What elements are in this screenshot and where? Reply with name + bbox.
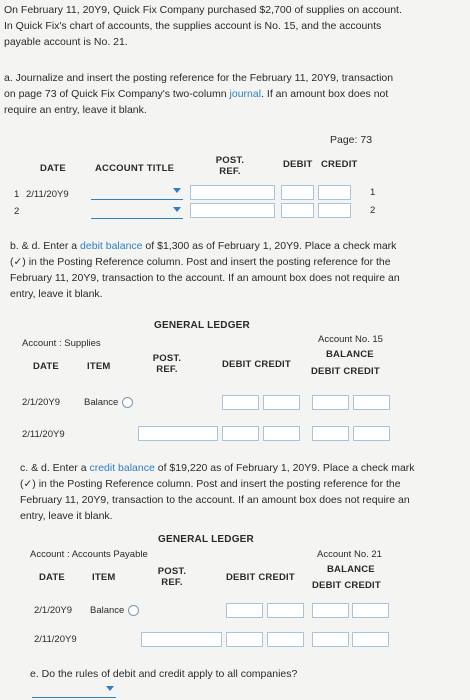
part-bd-line-3: February 11, 20Y9, transaction to the account. If an amount box does not require an — [10, 272, 400, 284]
ledger-2-col-balance: BALANCE — [327, 564, 375, 575]
ledger-2-col-post: POST. — [157, 566, 187, 577]
part-bd-line-1-text: b. & d. Enter a — [10, 240, 81, 252]
journal-row-1-account-select[interactable] — [91, 185, 183, 200]
ledger-1-col-balance: BALANCE — [326, 349, 374, 360]
ledger-2-row-1-item-text: Balance — [90, 605, 125, 617]
intro-line-3: payable account is No. 21. — [4, 36, 128, 48]
journal-col-post-ref — [213, 155, 247, 177]
part-bd-instructions — [10, 238, 468, 302]
intro-line-1: On February 11, 20Y9, Quick Fix Company purchased $2,700 of supplies on account. — [4, 4, 402, 16]
ledger-1-row-1-item-text: Balance — [84, 397, 119, 409]
ledger-2-row-1-check-radio[interactable] — [128, 605, 139, 616]
ledger-2-account-no: Account No. 21 — [317, 549, 382, 560]
ledger-1-account-no: Account No. 15 — [318, 334, 383, 345]
ledger-2-row-1-balance-credit-input[interactable] — [352, 603, 389, 618]
ledger-1-account-name: Account : Supplies — [22, 338, 101, 349]
ledger-2-row-2-balance-debit-input[interactable] — [312, 632, 349, 647]
ledger-2-row-1-date: 2/1/20Y9 — [34, 605, 73, 616]
ledger-2-col-item: ITEM — [92, 572, 116, 583]
part-bd-line-2: (✓) in the Posting Reference column. Post and insert the posting reference for the — [10, 256, 391, 268]
journal-row-2-account-select[interactable] — [91, 204, 183, 219]
ledger-1-row-1-item — [84, 397, 133, 408]
part-a-instructions — [4, 70, 470, 118]
intro-line-2: In Quick Fix's chart of accounts, the supplies account is No. 15, and the accounts — [4, 20, 382, 32]
ledger-1-row-2-balance-debit-input[interactable] — [312, 426, 349, 441]
intro-text — [4, 2, 470, 50]
ledger-2-row-1-debit-input[interactable] — [226, 603, 263, 618]
journal-row-1-post-ref-input[interactable] — [190, 185, 275, 200]
part-bd-line-4: entry, leave it blank. — [10, 288, 103, 300]
part-a-line-3: require an entry, leave it blank. — [4, 104, 147, 116]
ledger-2-col-debit-credit: DEBIT CREDIT — [226, 572, 295, 583]
ledger-1-row-1-date: 2/1/20Y9 — [22, 397, 61, 408]
part-cd-line-4: entry, leave it blank. — [20, 510, 113, 522]
ledger-1-row-1-debit-input[interactable] — [222, 395, 259, 410]
ledger-2-row-2-balance-credit-input[interactable] — [352, 632, 389, 647]
part-a-line-2-text: on page 73 of Quick Fix Company's two-column — [4, 88, 230, 100]
journal-row-1-debit-input[interactable] — [281, 185, 314, 200]
ledger-1-heading: GENERAL LEDGER — [154, 320, 250, 331]
part-bd-line-1-end: of $1,300 as of February 1, 20Y9. Place a check mark — [142, 240, 397, 252]
part-a-line-2 — [4, 86, 470, 102]
journal-row-2-number: 2 — [14, 206, 20, 217]
journal-row-2-credit-input[interactable] — [318, 203, 351, 218]
ledger-1-row-1-balance-credit-input[interactable] — [353, 395, 390, 410]
ledger-2-col-balance-debit-credit: DEBIT CREDIT — [312, 580, 381, 591]
ledger-2-row-2-credit-input[interactable] — [267, 632, 304, 647]
ledger-2-heading: GENERAL LEDGER — [158, 534, 254, 545]
part-a-line-1: a. Journalize and insert the posting reference for the February 11, 20Y9, transaction — [4, 72, 394, 84]
ledger-1-col-post-ref — [150, 353, 184, 375]
journal-row-1-right-number: 1 — [370, 187, 376, 198]
ledger-2-col-date: DATE — [39, 572, 65, 583]
ledger-1-col-date: DATE — [33, 361, 59, 372]
ledger-2-row-2-date: 2/11/20Y9 — [34, 634, 77, 645]
part-cd-line-1 — [20, 460, 468, 476]
ledger-2-row-2-debit-input[interactable] — [226, 632, 263, 647]
journal-page: Page: 73 — [330, 134, 373, 146]
part-cd-line-3: February 11, 20Y9, transaction to the account. If an amount box does not require an — [20, 494, 410, 506]
ledger-1-row-1-credit-input[interactable] — [263, 395, 300, 410]
chevron-down-icon — [106, 686, 114, 691]
ledger-1-col-post: POST. — [152, 353, 182, 364]
journal-row-2-right-number: 2 — [370, 205, 376, 216]
ledger-2-row-2-post-ref-input[interactable] — [141, 632, 222, 647]
part-e-answer-select[interactable] — [32, 683, 116, 698]
ledger-2-col-post-ref — [155, 566, 189, 588]
journal-col-date: DATE — [40, 163, 66, 174]
ledger-1-row-2-balance-credit-input[interactable] — [353, 426, 390, 441]
journal-col-ref: REF. — [219, 166, 241, 177]
ledger-1-col-ref: REF. — [156, 364, 178, 375]
ledger-2-col-ref: REF. — [161, 577, 183, 588]
chevron-down-icon — [173, 207, 181, 212]
ledger-1-col-debit-credit: DEBIT CREDIT — [222, 359, 291, 370]
part-a-line-2-end: . If an amount box does not — [261, 88, 389, 100]
journal-row-2-post-ref-input[interactable] — [190, 203, 275, 218]
ledger-2-account-name: Account : Accounts Payable — [30, 549, 148, 560]
ledger-1-row-1-check-radio[interactable] — [122, 397, 133, 408]
journal-row-2-debit-input[interactable] — [281, 203, 314, 218]
journal-col-credit: CREDIT — [321, 159, 358, 170]
part-cd-instructions — [20, 460, 468, 524]
credit-balance-link[interactable]: credit balance — [89, 462, 155, 474]
ledger-1-row-2-debit-input[interactable] — [222, 426, 259, 441]
journal-col-debit: DEBIT — [283, 159, 313, 170]
part-cd-line-1-end: of $19,220 as of February 1, 20Y9. Place a check mark — [154, 462, 415, 474]
journal-row-1-date: 2/11/20Y9 — [26, 189, 69, 200]
chevron-down-icon — [173, 188, 181, 193]
journal-row-1-number: 1 — [14, 189, 20, 200]
part-bd-line-1 — [10, 238, 468, 254]
ledger-1-row-2-post-ref-input[interactable] — [138, 426, 218, 441]
ledger-2-row-1-balance-debit-input[interactable] — [312, 603, 349, 618]
ledger-2-row-1-credit-input[interactable] — [267, 603, 304, 618]
journal-col-account-title: ACCOUNT TITLE — [95, 163, 175, 174]
journal-link[interactable]: journal — [229, 88, 262, 100]
journal-col-post: POST. — [215, 155, 245, 166]
ledger-2-row-1-item — [90, 605, 139, 616]
debit-balance-link[interactable]: debit balance — [80, 240, 143, 252]
part-cd-line-1-text: c. & d. Enter a — [20, 462, 90, 474]
journal-row-1-credit-input[interactable] — [318, 185, 351, 200]
ledger-1-col-balance-debit-credit: DEBIT CREDIT — [311, 366, 380, 377]
ledger-1-row-1-balance-debit-input[interactable] — [312, 395, 349, 410]
part-cd-line-2: (✓) in the Posting Reference column. Post and insert the posting reference for the — [20, 478, 401, 490]
ledger-1-row-2-date: 2/11/20Y9 — [22, 429, 65, 440]
ledger-1-col-item: ITEM — [87, 361, 111, 372]
part-e-question: e. Do the rules of debit and credit apply to all companies? — [30, 668, 298, 680]
ledger-1-row-2-credit-input[interactable] — [263, 426, 300, 441]
